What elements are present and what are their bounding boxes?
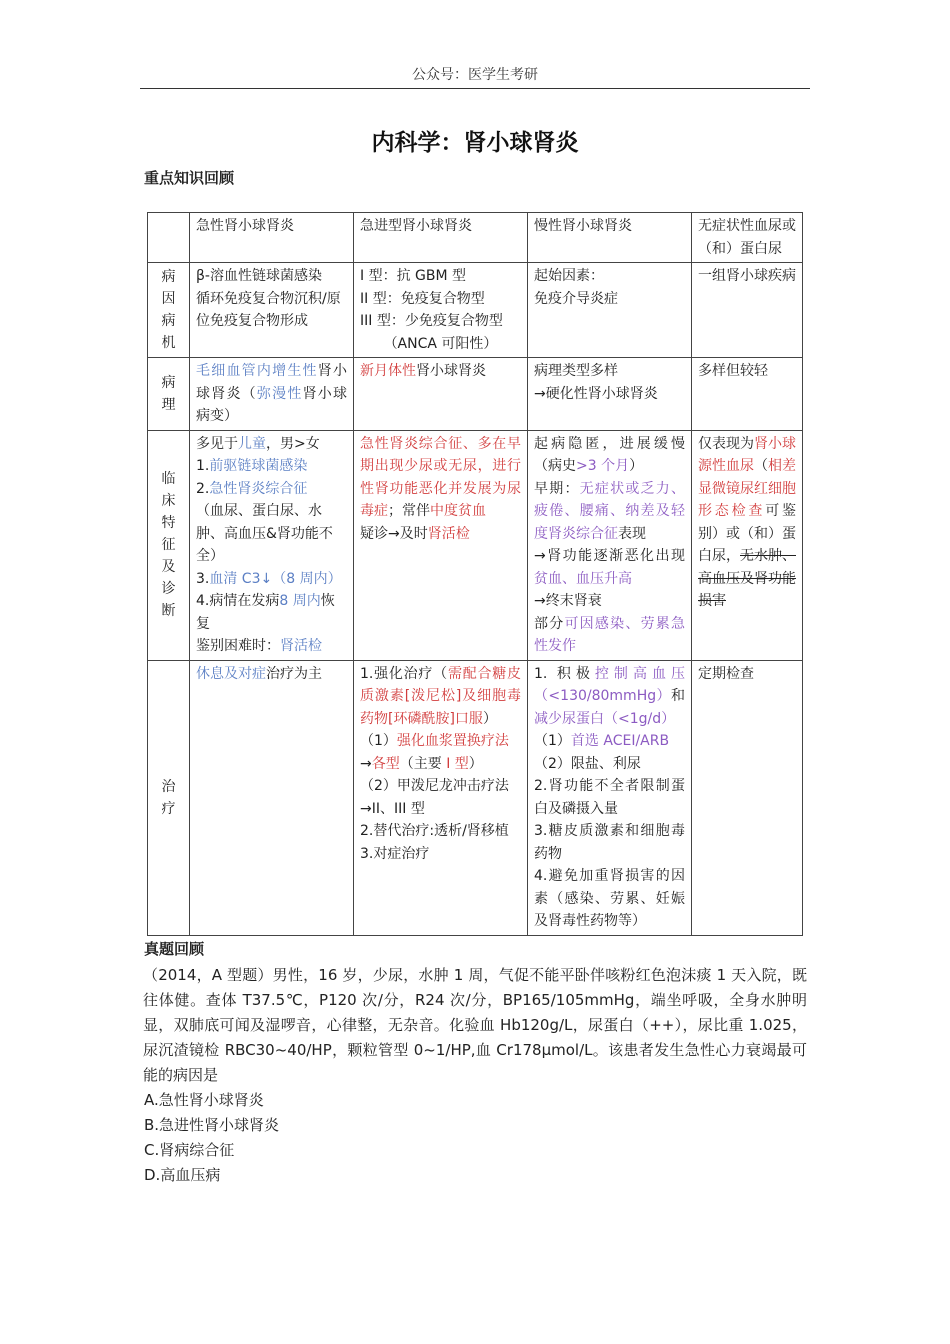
section-heading-exam: 真题回顾 — [144, 940, 205, 958]
cell-treatment-asym: 定期检查 — [692, 660, 803, 935]
cell-pathology-rpgn: 新月体性肾小球肾炎 — [354, 358, 528, 431]
cell-treatment-rpgn: 1.强化治疗（需配合糖皮质激素[泼尼松]及细胞毒药物[环磷酰胺]口服） （1）强化血浆置换疗法 →各型（主要 I 型） （2）甲泼尼龙冲击疗法 →II、III 型 2.替代治疗:透析/肾移植 3.对症治疗 — [354, 660, 528, 935]
knowledge-table — [147, 212, 803, 936]
cell-etiology-acute: β-溶血性链球菌感染 循环免疫复合物沉积/原位免疫复合物形成 — [190, 263, 354, 358]
column-header: 急进型肾小球肾炎 — [354, 213, 528, 263]
cell-treatment-chronic: 1. 积极控制高血压（<130/80mmHg）和减少尿蛋白（<1g/d） （1）首选 ACEI/ARB （2）限盐、利尿 2.肾功能不全者限制蛋白及磷摄入量 3.糖皮质激素和细胞毒药物 4.避免加重肾损害的因素（感染、劳累、妊娠及肾毒性药物等） — [528, 660, 692, 935]
option-a[interactable]: A.急性肾小球肾炎 — [144, 1091, 264, 1109]
section-heading-review: 重点知识回顾 — [144, 169, 235, 187]
column-header: 急性肾小球肾炎 — [190, 213, 354, 263]
question-stem: （2014，A 型题）男性，16 岁，少尿，水肿 1 周，气促不能平卧伴咳粉红色泡沫痰 1 天入院，既往体健。查体 T37.5℃，P120 次/分，R24 次/分，BP165/105mmHg，端坐呼吸，全身水肿明显，双肺底可闻及湿啰音，心律整，无杂音。化验血 Hb120g/L，尿蛋白（++），尿比重 1.025，尿沉渣镜检 RBC30~40/HP，颗粒管型 0~1/HP,血 Cr178μmol/L。该患者发生急性心力衰竭最可能的病因是 — [143, 966, 807, 1084]
option-c[interactable]: C.肾病综合征 — [144, 1141, 235, 1159]
cell-pathology-acute: 毛细血管内增生性肾小球肾炎（弥漫性肾小球病变） — [190, 358, 354, 431]
option-d[interactable]: D.高血压病 — [144, 1166, 221, 1184]
cell-clinical-asym: 仅表现为肾小球源性血尿（相差显微镜尿红细胞形态检查可鉴别）或（和）蛋白尿，无水肿、高血压及肾功能损害 — [692, 430, 803, 660]
page-header: 公众号：医学生考研 — [412, 67, 538, 83]
cell-pathology-asym: 多样但较轻 — [692, 358, 803, 431]
row-header-etiology: 病因病机 — [148, 263, 190, 358]
table-corner-cell — [148, 213, 190, 263]
cell-clinical-acute: 多见于儿童，男>女 1.前驱链球菌感染 2.急性肾炎综合征 （血尿、蛋白尿、水肿、高血压&肾功能不全） 3.血清 C3↓（8 周内） 4.病情在发病8 周内恢复 鉴别困难时：肾活检 — [190, 430, 354, 660]
cell-clinical-rpgn: 急性肾炎综合征、多在早期出现少尿或无尿，进行性肾功能恶化并发展为尿毒症；常伴中度贫血 疑诊→及时肾活检 — [354, 430, 528, 660]
cell-clinical-chronic: 起病隐匿，进展缓慢（病史>3 个月） 早期：无症状或乏力、疲倦、腰痛、纳差及轻度肾炎综合征表现 →肾功能逐渐恶化出现贫血、血压升高 →终末肾衰 部分可因感染、劳累急性发作 — [528, 430, 692, 660]
table-header-row — [148, 213, 803, 263]
cell-etiology-asym: 一组肾小球疾病 — [692, 263, 803, 358]
column-header: 无症状性血尿或（和）蛋白尿 — [692, 213, 803, 263]
row-header-clinical: 临床特征及诊断 — [148, 430, 190, 660]
column-header: 慢性肾小球肾炎 — [528, 213, 692, 263]
table-row — [148, 263, 803, 358]
cell-etiology-chronic: 起始因素： 免疫介导炎症 — [528, 263, 692, 358]
header-rule — [140, 88, 810, 89]
row-header-pathology: 病理 — [148, 358, 190, 431]
table-row — [148, 430, 803, 660]
cell-treatment-acute: 休息及对症治疗为主 — [190, 660, 354, 935]
cell-pathology-chronic: 病理类型多样 →硬化性肾小球肾炎 — [528, 358, 692, 431]
row-header-treatment: 治疗 — [148, 660, 190, 935]
table-row — [148, 660, 803, 935]
option-b[interactable]: B.急进性肾小球肾炎 — [144, 1116, 280, 1134]
table-row — [148, 358, 803, 431]
cell-etiology-rpgn: I 型：抗 GBM 型 II 型：免疫复合物型 III 型：少免疫复合物型 （ANCA 可阳性） — [354, 263, 528, 358]
page-title: 内科学：肾小球肾炎 — [371, 130, 579, 156]
